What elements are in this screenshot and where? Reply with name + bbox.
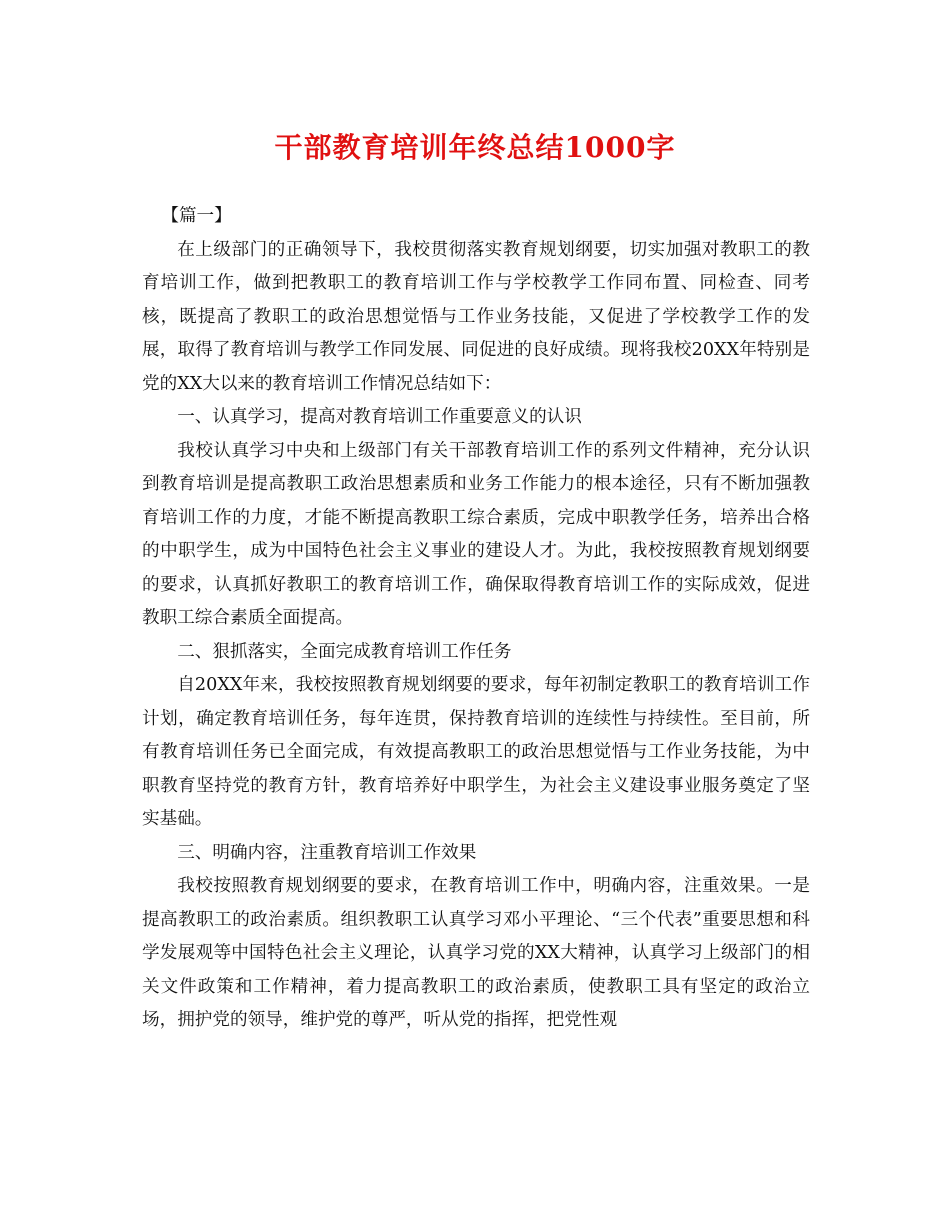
- paragraph: 我校按照教育规划纲要的要求，在教育培训工作中，明确内容，注重效果。一是提高教职工的政治素质。组织教职工认真学习邓小平理论、“三个代表”重要思想和科学发展观等中国特色社会主义理论，认真学习党的XX大精神，认真学习上级部门的相关文件政策和工作精神，着力提高教职工的政治素质，使教职工具有坚定的政治立场，拥护党的领导，维护党的尊严，听从党的指挥，把党性观: [142, 876, 810, 1030]
- section-heading: 二、狠抓落实，全面完成教育培训工作任务: [177, 641, 512, 662]
- paragraph: 在上级部门的正确领导下，我校贯彻落实教育规划纲要，切实加强对教职工的教育培训工作，做到把教职工的教育培训工作与学校教学工作同布置、同检查、同考核，既提高了教职工的政治思想觉悟与工作业务技能，又促进了学校教学工作的发展，取得了教育培训与教学工作同发展、同促进的良好成绩。现将我校20XX年特别是党的XX大以来的教育培训工作情况总结如下：: [142, 239, 810, 394]
- document-title: 干部教育培训年终总结1000字: [274, 131, 676, 164]
- paragraph: 自20XX年来，我校按照教育规划纲要的要求，每年初制定教职工的教育培训工作计划，确定教育培训任务，每年连贯，保持教育培训的连续性与持续性。至目前，所有教育培训任务已全面完成，有效提高教职工的政治思想觉悟与工作业务技能，为中职教育坚持党的教育方针，教育培养好中职学生，为社会主义建设事业服务奠定了坚实基础。: [142, 675, 810, 829]
- section-heading: 三、明确内容，注重教育培训工作效果: [177, 842, 477, 863]
- section-heading: 一、认真学习，提高对教育培训工作重要意义的认识: [177, 407, 582, 427]
- section-label: 【篇一】: [161, 206, 232, 226]
- paragraph: 我校认真学习中央和上级部门有关干部教育培训工作的系列文件精神，充分认识到教育培训是提高教职工政治思想素质和业务工作能力的根本途径，只有不断加强教育培训工作的力度，才能不断提高教职工综合素质，完成中职教学任务，培养出合格的中职学生，成为中国特色社会主义事业的建设人才。为此，我校按照教育规划纲要的要求，认真抓好教职工的教育培训工作，确保取得教育培训工作的实际成效，促进教职工综合素质全面提高。: [142, 440, 810, 628]
- document-body: [142, 200, 810, 1038]
